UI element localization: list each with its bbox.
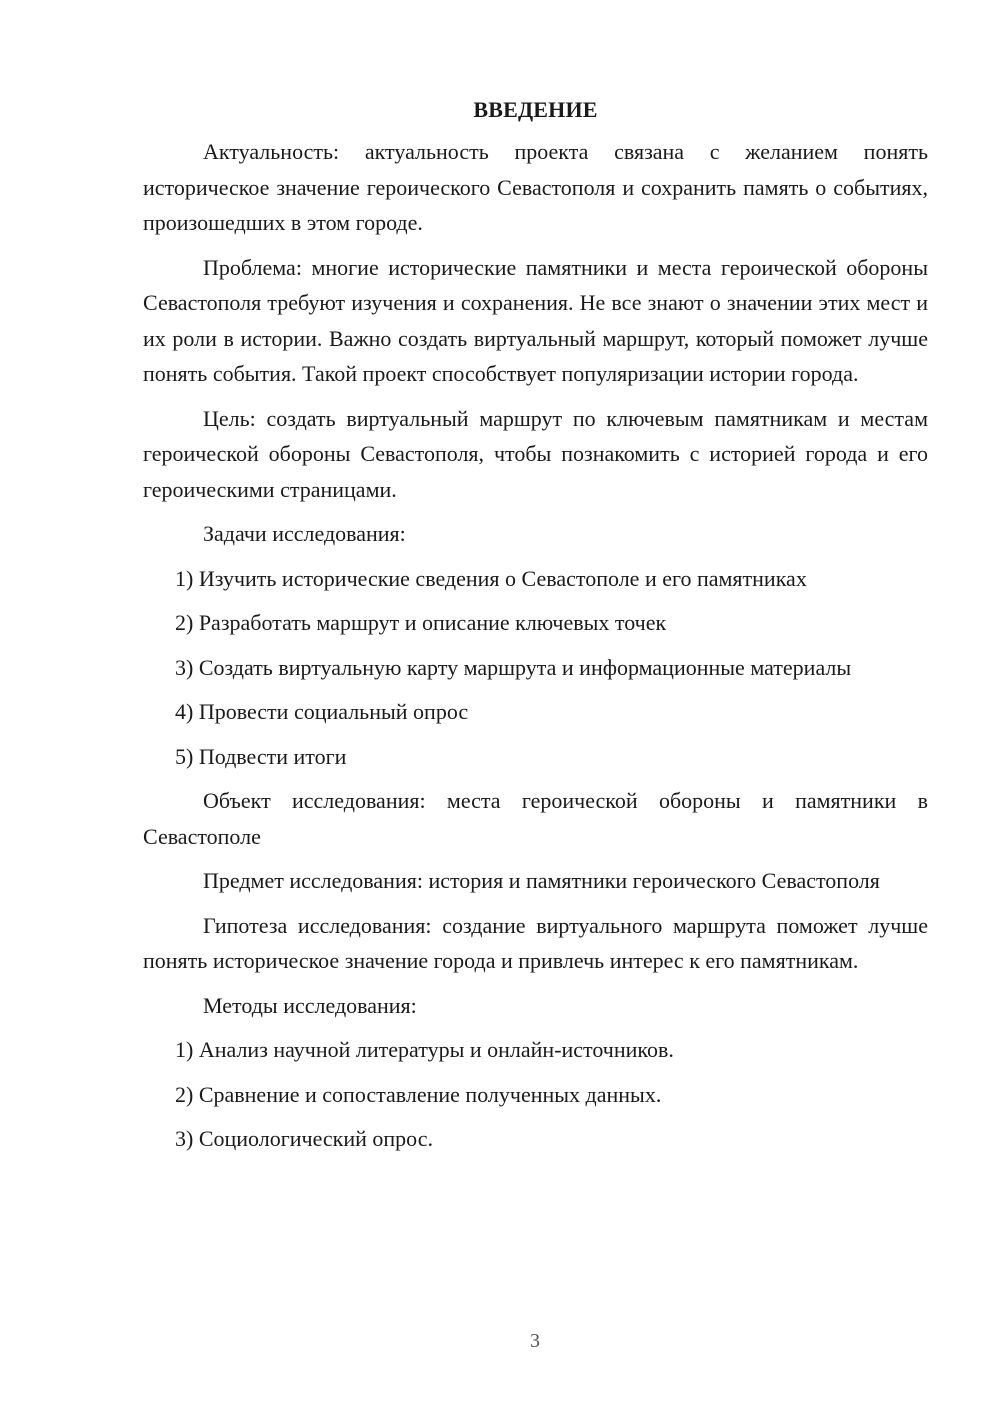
method-item-1: 1) Анализ научной литературы и онлайн-источников. <box>175 1037 674 1062</box>
task-item-4: 4) Провести социальный опрос <box>175 699 469 724</box>
method-item-2: 2) Сравнение и сопоставление полученных данных. <box>175 1081 662 1107</box>
task-item-3: 3) Создать виртуальную карту маршрута и информационные материалы <box>175 654 852 680</box>
paragraph-goal: Цель: создать виртуальный маршрут по ключевым памятникам и местам героической обороны Севастополя, чтобы познакомить с историей города и его героическими страницами. <box>143 405 928 502</box>
task-item-2: 2) Разработать маршрут и описание ключевых точек <box>175 610 667 635</box>
task-item-1: 1) Изучить исторические сведения о Севастополе и его памятниках <box>175 565 807 591</box>
document-page <box>143 92 928 1157</box>
paragraph-hypothesis: Гипотеза исследования: создание виртуального маршрута поможет лучше понять историческое значение города и привлечь интерес к его памятникам. <box>143 912 928 973</box>
paragraph-tasks-heading: Задачи исследования: <box>203 521 406 546</box>
task-item-5: 5) Подвести итоги <box>175 743 347 769</box>
paragraph-problem: Проблема: многие исторические памятники и места героической обороны Севастополя требуют изучения и сохранения. Не все знают о значении этих мест и их роли в истории. Важно создать виртуальный маршрут, который поможет лучше понять события. Такой проект способствует популяризации истории города. <box>143 254 928 386</box>
page-title: ВВЕДЕНИЕ <box>473 97 598 122</box>
paragraph-object: Объект исследования: места героической обороны и памятники в Севастополе <box>143 788 928 849</box>
paragraph-subject: Предмет исследования: история и памятники героического Севастополя <box>203 868 880 893</box>
page-number: 3 <box>530 1330 540 1352</box>
method-item-3: 3) Социологический опрос. <box>175 1126 433 1151</box>
paragraph-methods-heading: Методы исследования: <box>203 992 417 1018</box>
paragraph-relevance: Актуальность: актуальность проекта связана с желанием понять историческое значение героического Севастополя и сохранить память о событиях, произошедших в этом городе. <box>143 139 928 235</box>
